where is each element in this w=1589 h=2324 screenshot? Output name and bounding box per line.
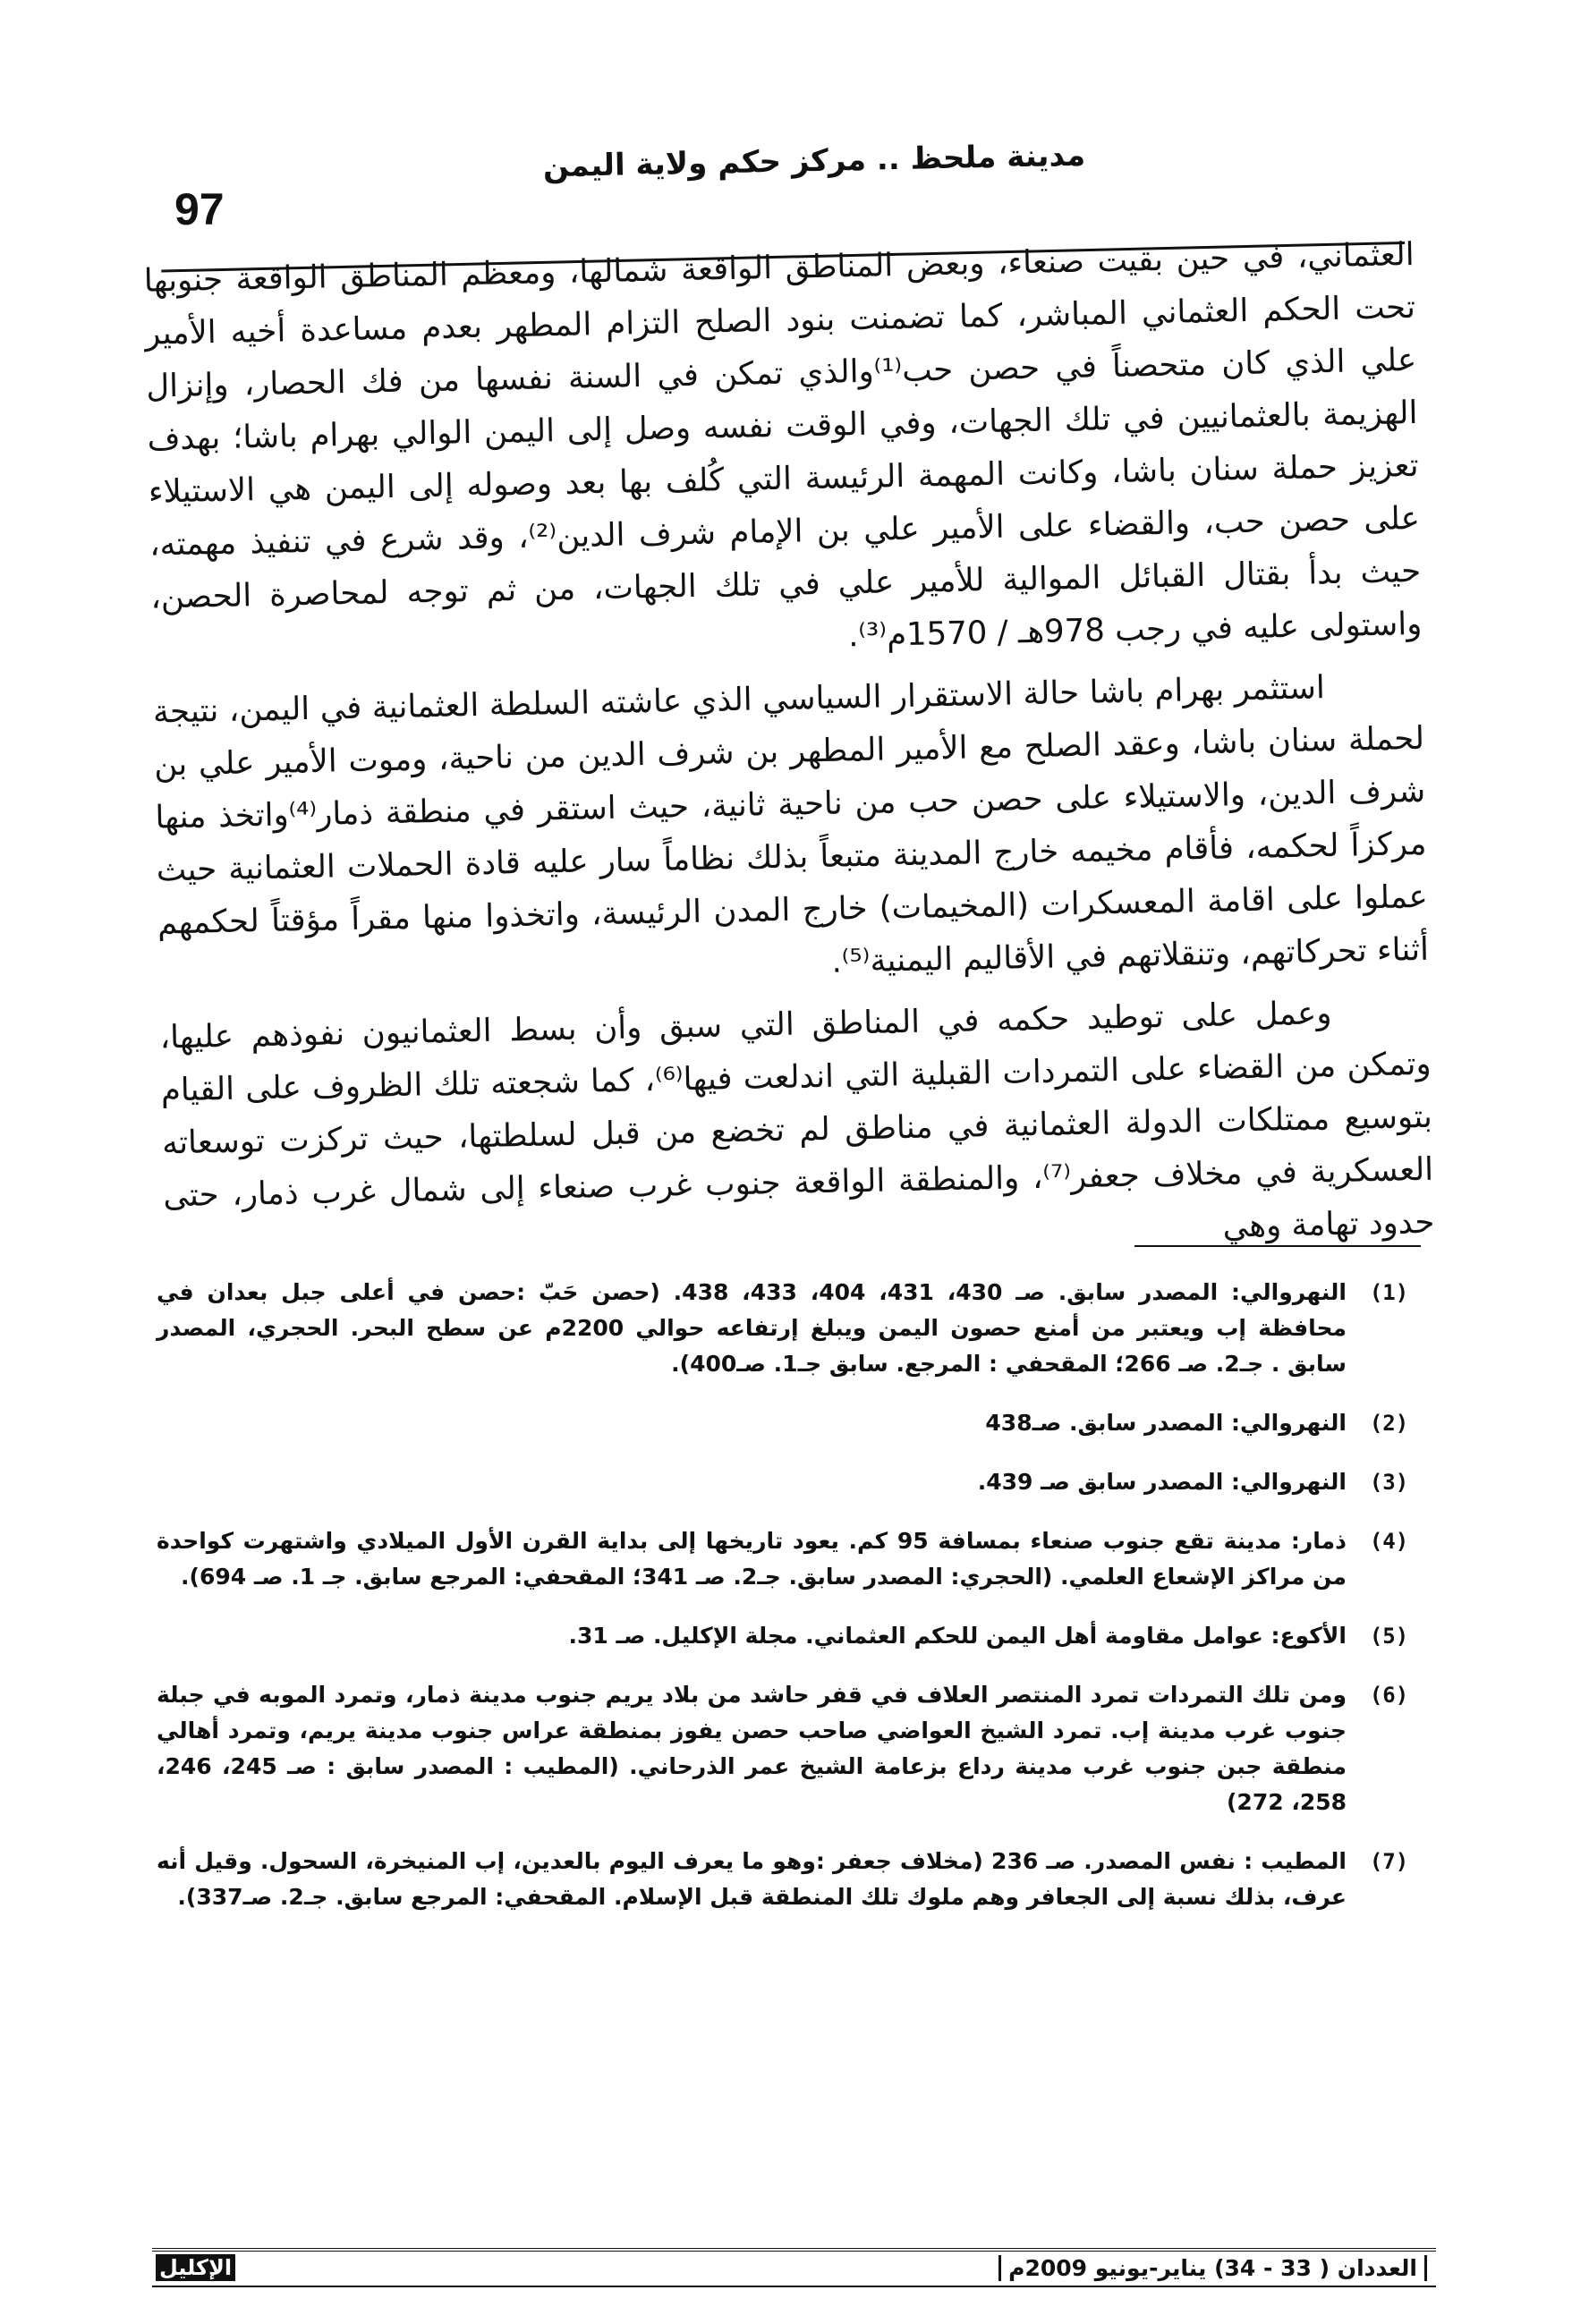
footnote: [157, 1405, 1432, 1441]
footnote: [157, 1523, 1432, 1595]
footnote-number: (6): [1369, 1683, 1409, 1708]
footnote: [157, 1275, 1432, 1382]
page-number: 97: [174, 184, 225, 234]
running-title: مدينة ملحظ .. مركز حكم ولاية اليمن: [542, 137, 1086, 185]
page-footer: [152, 2248, 1436, 2287]
footnote-number: (4): [1369, 1529, 1409, 1554]
footnote-text: الأكوع: عوامل مقاومة أهل اليمن للحكم العثماني. مجلة الإكليل. صـ 31.: [568, 1623, 1347, 1649]
footnote-number: (5): [1369, 1624, 1409, 1649]
footnote-text: النهروالي: المصدر سابق. صـ 430، 431، 404، 433، 438. (حصن حَبّ :حصن في أعلى جبل بعدان في محافظة إب ويعتبر من أمنع حصون اليمن ويبلغ إرتفاعه حوالي 2200م عن سطح البحر. الحجري، المصدر سابق . جـ2. صـ 266؛ المقحفي : المرجع. سابق جـ1. صـ400).: [157, 1279, 1347, 1377]
footnote: [157, 1464, 1432, 1500]
footnote-separator: [1134, 1245, 1421, 1247]
footnote: [157, 1844, 1432, 1915]
footnote-number: (1): [1369, 1280, 1409, 1305]
paragraph: استثمر بهرام باشا حالة الاستقرار السياسي الذي عاشته السلطة العثمانية في اليمن، نتيجة لحملة سنان باشا، وعقد الصلح مع الأمير المطهر بن شرف الدين من ناحية، وموت الأمير علي بن شرف الدين، والاستيلاء على حصن حب من ناحية ثانية، حيث استقر في منطقة ذمار⁽⁴⁾واتخذ منها مركزاً لحكمه، فأقام مخيمه خارج المدينة متبعاً بذلك نظاماً سار عليه قادة الحملات العثمانية حيث عملوا على اقامة المعسكرات (المخيمات) خارج المدن الرئيسة، واتخذوا منها مقراً مؤقتاً لحكمهم أثناء تحركاتهم، وتنقلاتهم في الأقاليم اليمنية⁽⁵⁾.: [152, 669, 1430, 980]
footnote-text: ومن تلك التمردات تمرد المنتصر العلاف في قفر حاشد من بلاد يريم جنوب مدينة ذمار، وتمرد الموبه في جبلة جنوب غرب مدينة إب. تمرد الشيخ العواضي صاحب حصن يفوز بمنطقة عراس جنوب مدينة يريم، وتمرد أهالي منطقة جبن جنوب غرب مدينة رداع بزعامة الشيخ عمر الذرحاني. (المطيب : المصدر سابق : صـ 245، 246، 258، 272): [157, 1682, 1347, 1815]
journal-logo: الإكليل: [156, 2254, 235, 2281]
footnote-text: النهروالي: المصدر سابق صـ 439.: [977, 1469, 1347, 1495]
footnote-text: ذمار: مدينة تقع جنوب صنعاء بمسافة 95 كم. يعود تاريخها إلى بداية القرن الأول الميلادي واشتهرت كواحدة من مراكز الإشعاع العلمي. (الحجري: المصدر سابق. جـ2. صـ 341؛ المقحفي: المرجع سابق. جـ 1. صـ 694).: [157, 1528, 1347, 1590]
footnote-number: (2): [1369, 1411, 1409, 1436]
footnote-text: النهروالي: المصدر سابق. صـ438: [985, 1410, 1347, 1436]
footnote-number: (3): [1369, 1470, 1409, 1495]
issue-label: العددان ( 33 - 34) يناير-يونيو 2009م: [998, 2255, 1427, 2281]
footnote: [157, 1618, 1432, 1654]
footnote-text: المطيب : نفس المصدر. صـ 236 (مخلاف جعفر :وهو ما يعرف اليوم بالعدين، إب المنيخرة، السحول. وقيل أنه عرف، بذلك نسبة إلى الجعافر وهم ملوك تلك المنطقة قبل الإسلام. المقحفي: المرجع سابق. جـ2. صـ337).: [157, 1848, 1347, 1910]
paragraph: العثماني، في حين بقيت صنعاء، وبعض المناطق الواقعة شمالها، ومعظم المناطق الواقعة جنوبها تحت الحكم العثماني المباشر، كما تضمنت بنود الصلح التزام المطهر بعدم مساعدة أخيه الأمير علي الذي كان متحصناً في حصن حب⁽¹⁾والذي تمكن في السنة نفسها من فك الحصار، وإنزال الهزيمة بالعثمانيين في تلك الجهات، وفي الوقت نفسه وصل إلى اليمن الوالي بهرام باشا؛ بهدف تعزيز حملة سنان باشا، وكانت المهمة الرئيسة التي كُلف بها بعد وصوله إلى اليمن هي الاستيلاء على حصن حب، والقضاء على الأمير علي بن الإمام شرف الدين⁽²⁾، وقد شرع في تنفيذ مهمته، حيث بدأ بقتال القبائل الموالية للأمير علي في تلك الجهات، من ثم توجه لمحاصرة الحصن، واستولى عليه في رجب 978هـ / 1570م⁽³⁾.: [143, 235, 1423, 655]
body-text: [143, 228, 1435, 1284]
footnotes: [157, 1275, 1432, 1938]
paragraph: وعمل على توطيد حكمه في المناطق التي سبق وأن بسط العثمانيون نفوذهم عليها، وتمكن من القضاء على التمردات القبلية التي اندلعت فيها⁽⁶⁾، كما شجعته تلك الظروف على القيام بتوسيع ممتلكات الدولة العثمانية في مناطق لم تخضع من قبل لسلطتها، حيث تركزت توسعاته العسكرية في مخلاف جعفر⁽⁷⁾، والمنطقة الواقعة جنوب غرب صنعاء إلى شمال غرب ذمار، حتى حدود تهامة وهي: [159, 995, 1435, 1245]
footnote: [157, 1677, 1432, 1820]
footnote-number: (7): [1369, 1849, 1409, 1874]
